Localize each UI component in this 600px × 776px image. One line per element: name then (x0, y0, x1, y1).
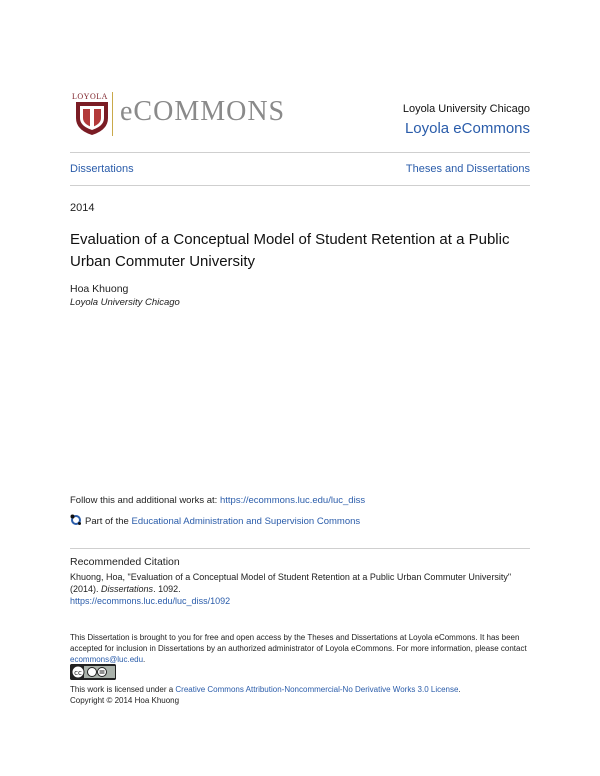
follow-line (70, 495, 365, 506)
part-of-line (70, 514, 360, 529)
network-icon (70, 514, 82, 529)
citation-url-link[interactable]: https://ecommons.luc.edu/luc_diss/1092 (70, 596, 231, 606)
cc-by-nc-nd-icon[interactable] (70, 664, 116, 680)
repository-link[interactable]: Loyola eCommons (404, 120, 530, 137)
notice-text: This Dissertation is brought to you for free and open access by the Theses and Dissertations at Loyola eCommons. It has been accepted for inclusion in Dissertations by an authorized administrator of Loyola eCommons. For more information, please contact (70, 633, 527, 653)
breadcrumb-dissertations-link[interactable]: Dissertations (70, 163, 134, 175)
license-statement (70, 684, 540, 706)
citation-heading: Recommended Citation (70, 556, 180, 568)
follow-prefix: Follow this and additional works at: (70, 495, 220, 506)
ecommons-brand[interactable]: eCOMMONS (120, 96, 286, 127)
publication-year: 2014 (70, 202, 95, 214)
part-of-prefix: Part of the (85, 516, 132, 527)
nav-divider (70, 185, 530, 186)
citation-text: Khuong, Hoa, "Evaluation of a Conceptual Model of Student Retention at a Public Urban Commuter University" (2014). (70, 572, 512, 594)
document-title: Evaluation of a Conceptual Model of Student Retention at a Public Urban Commuter University (70, 231, 510, 270)
commons-link[interactable]: Educational Administration and Supervision Commons (131, 516, 361, 527)
license-prefix: This work is licensed under a (70, 685, 176, 694)
author-affiliation: Loyola University Chicago (70, 297, 180, 308)
copyright-notice: Copyright © 2014 Hoa Khuong (70, 696, 180, 705)
license-suffix: . (458, 685, 461, 694)
follow-link[interactable]: https://ecommons.luc.edu/luc_diss (219, 495, 366, 506)
loyola-wordmark: LOYOLA (72, 92, 108, 101)
notice-end: . (143, 655, 146, 664)
university-name: Loyola University Chicago (402, 103, 530, 115)
svg-text:cc: cc (74, 669, 82, 677)
open-access-notice (70, 632, 530, 665)
logo-divider (112, 92, 113, 136)
citation-body (70, 571, 530, 607)
header-divider (70, 152, 530, 153)
breadcrumb-theses-link[interactable]: Theses and Dissertations (405, 163, 530, 175)
citation-series: Dissertations (101, 584, 154, 594)
author-name: Hoa Khuong (70, 283, 129, 295)
contact-email-link[interactable]: ecommons@luc.edu (70, 655, 144, 664)
citation-number: . 1092. (153, 584, 181, 594)
citation-divider (70, 548, 530, 549)
license-link[interactable]: Creative Commons Attribution-Noncommercial-No Derivative Works 3.0 License (175, 685, 459, 694)
